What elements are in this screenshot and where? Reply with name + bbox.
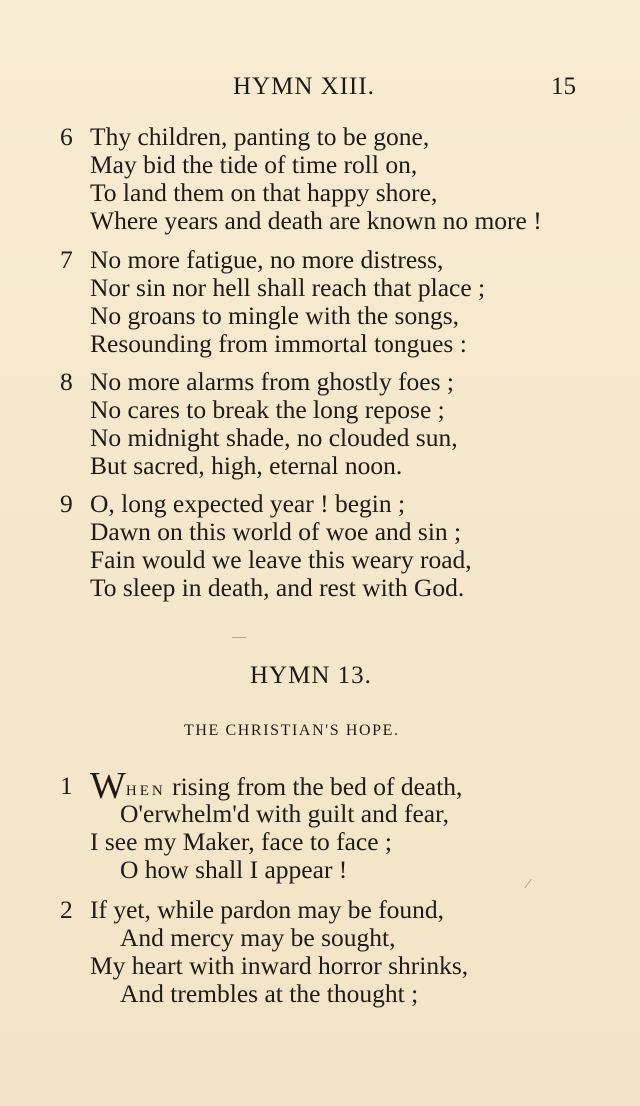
verse-text: Resounding from immortal tongues :: [90, 329, 467, 358]
running-title: HYMN XIII.: [233, 73, 375, 100]
stanza-number: 1: [60, 771, 73, 800]
verse-text: If yet, while pardon may be found,: [90, 895, 445, 924]
verse-text: O how shall I appear !: [120, 855, 348, 884]
verse-text: And mercy may be sought,: [120, 923, 396, 952]
hymn-subtitle: THE CHRISTIAN'S HOPE.: [184, 722, 400, 739]
verse-text: No groans to mingle with the songs,: [90, 301, 460, 330]
stanza-number: 9: [60, 489, 73, 518]
verse-text: O'erwhelm'd with guilt and fear,: [120, 799, 449, 828]
running-head: [0, 73, 640, 107]
verse-text: No midnight shade, no clouded sun,: [90, 423, 458, 452]
verse-text: No more fatigue, no more distress,: [90, 245, 444, 274]
verse-text: Dawn on this world of woe and sin ;: [90, 517, 462, 546]
verse-text: But sacred, high, eternal noon.: [90, 451, 403, 480]
verse-text-rest: rising from the bed of death,: [165, 772, 463, 801]
stanza-number: 2: [60, 895, 73, 924]
verse-text: And trembles at the thought ;: [120, 979, 419, 1008]
verse-text: Fain would we leave this weary road,: [90, 545, 472, 574]
verse-text: No cares to break the long repose ;: [90, 395, 445, 424]
stanza-number: 6: [60, 122, 73, 151]
hymn-heading: HYMN 13.: [250, 662, 372, 689]
verse-text: No more alarms from ghostly foes ;: [90, 367, 455, 396]
small-caps: HEN: [125, 783, 166, 799]
page-number: 15: [551, 73, 576, 100]
verse-text: Where years and death are known no more !: [90, 206, 542, 235]
stanza-number: 8: [60, 367, 73, 396]
drop-cap: W: [90, 765, 126, 807]
verse-text: Thy children, panting to be gone,: [90, 122, 430, 151]
ink-mark: ⁄: [527, 877, 530, 892]
verse-text: O, long expected year ! begin ;: [90, 489, 406, 518]
verse-text: I see my Maker, face to face ;: [90, 827, 392, 856]
stanza-number: 7: [60, 245, 73, 274]
verse-text: My heart with inward horror shrinks,: [90, 951, 469, 980]
verse-text: To sleep in death, and rest with God.: [90, 573, 465, 602]
verse-text: May bid the tide of time roll on,: [90, 150, 418, 179]
verse-text: To land them on that happy shore,: [90, 178, 438, 207]
section-divider: [232, 637, 246, 638]
verse-text: Nor sin nor hell shall reach that place ;: [90, 273, 486, 302]
